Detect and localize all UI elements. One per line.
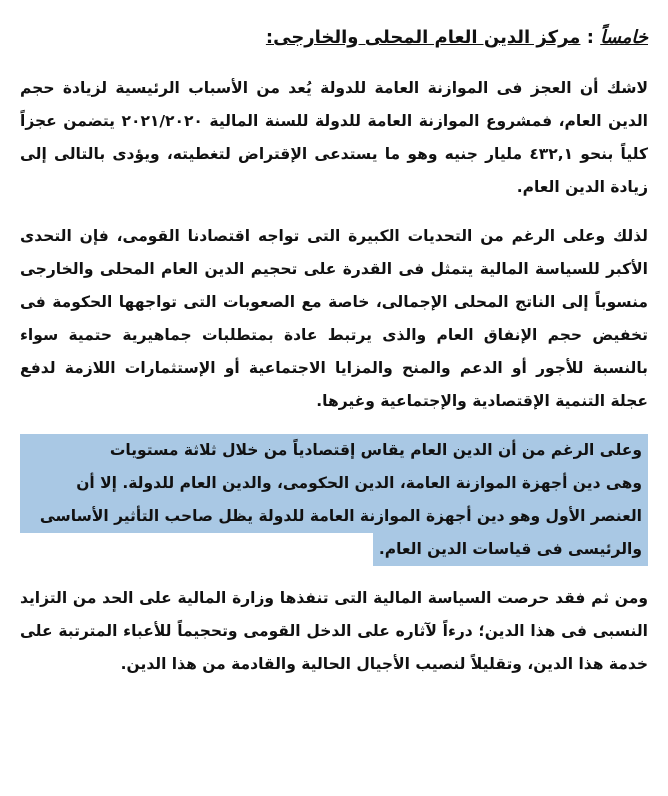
section-title: مركز الدين العام المحلى والخارجى: (265, 27, 581, 48)
paragraph-fiscal-policy: ومن ثم فقد حرصت السياسة المالية التى تنفذها وزارة المالية على الحد من التزايد النسبى فى هذا الدين؛ درءاً لآثاره على الدخل القومى وتحجيماً للأعباء المترتبة على خدمة هذا الدين، وتقليلاً لنصيب الأجيال الحالية والقادمة من هذا الدين. (20, 589, 648, 673)
highlighted-line: وعلى الرغم من أن الدين العام يقاس إقتصادياً من خلال ثلاثة مستويات (20, 434, 648, 467)
highlighted-paragraph (20, 434, 648, 566)
paragraph-challenges: لذلك وعلى الرغم من التحديات الكبيرة التى تواجه اقتصادنا القومى، فإن التحدى الأكبر للسياسة المالية يتمثل فى القدرة على تحجيم الدين العام المحلى والخارجى منسوباً إلى الناتج المحلى الإجمالى، خاصة مع الصعوبات التى تواجهها الحكومة فى تخفيض حجم الإنفاق العام والذى يرتبط عادة بمتطلبات جماهيرية حتمية سواء بالنسبة للأجور أو الدعم والمنح والمزايا الاجتماعية أو الإستثمارات اللازمة لدفع عجلة التنمية الإقتصادية والإجتماعية وغيرها. (20, 227, 648, 410)
paragraph-deficit: لاشك أن العجز فى الموازنة العامة للدولة يُعد من الأسباب الرئيسية لزيادة حجم الدين العام، فمشروع الموازنة العامة للدولة للسنة المالية ٢٠٢١/٢٠٢٠ يتضمن عجزاً كلياً بنحو ٤٣٢,١ مليار جنيه وهو ما يستدعى الإقتراض لتغطيته، ويؤدى بالتالى إلى زيادة الدين العام. (20, 79, 648, 196)
highlighted-line: وهى دين أجهزة الموازنة العامة، الدين الحكومى، والدين العام للدولة. إلا أن (20, 467, 648, 500)
heading-separator: : (586, 27, 594, 48)
section-number: خامساً (600, 27, 648, 48)
highlighted-line: العنصر الأول وهو دين أجهزة الموازنة العامة للدولة يظل صاحب التأثير الأساسى (20, 500, 648, 533)
section-heading (24, 26, 648, 50)
highlighted-line: والرئيسى فى قياسات الدين العام. (373, 533, 648, 566)
